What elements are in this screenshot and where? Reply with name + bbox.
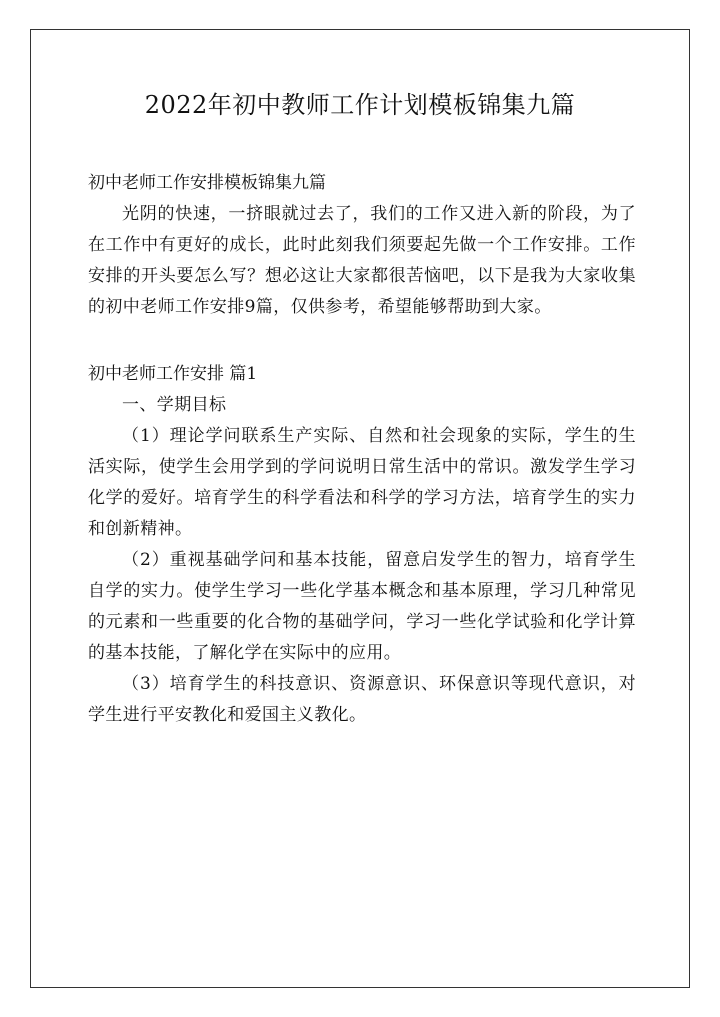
document-body	[88, 168, 636, 731]
section-heading: 初中老师工作安排 篇1	[88, 364, 258, 384]
section-subheading: 一、学期目标	[122, 395, 227, 415]
document-subtitle: 初中老师工作安排模板锦集九篇	[88, 173, 326, 193]
section-paragraph-3: （3）培育学生的科技意识、资源意识、环保意识等现代意识，对学生进行平安教化和爱国主义教化。	[88, 674, 636, 725]
section-paragraph-1: （1）理论学问联系生产实际、自然和社会现象的实际，学生的生活实际，使学生会用学到的学问说明日常生活中的常识。激发学生学习化学的爱好。培育学生的科学看法和科学的学习方法，培育学生的实力和创新精神。	[88, 426, 636, 539]
document-title: 2022年初中教师工作计划模板锦集九篇	[144, 91, 576, 119]
intro-paragraph: 光阴的快速，一挤眼就过去了，我们的工作又进入新的阶段，为了在工作中有更好的成长，此时此刻我们须要起先做一个工作安排。工作安排的开头要怎么写？想必这让大家都很苦恼吧，以下是我为大家收集的初中老师工作安排9篇，仅供参考，希望能够帮助到大家。	[88, 204, 636, 317]
section-paragraph-2: （2）重视基础学问和基本技能，留意启发学生的智力，培育学生自学的实力。使学生学习一些化学基本概念和基本原理，学习几种常见的元素和一些重要的化合物的基础学问，学习一些化学试验和化学计算的基本技能，了解化学在实际中的应用。	[88, 550, 636, 663]
